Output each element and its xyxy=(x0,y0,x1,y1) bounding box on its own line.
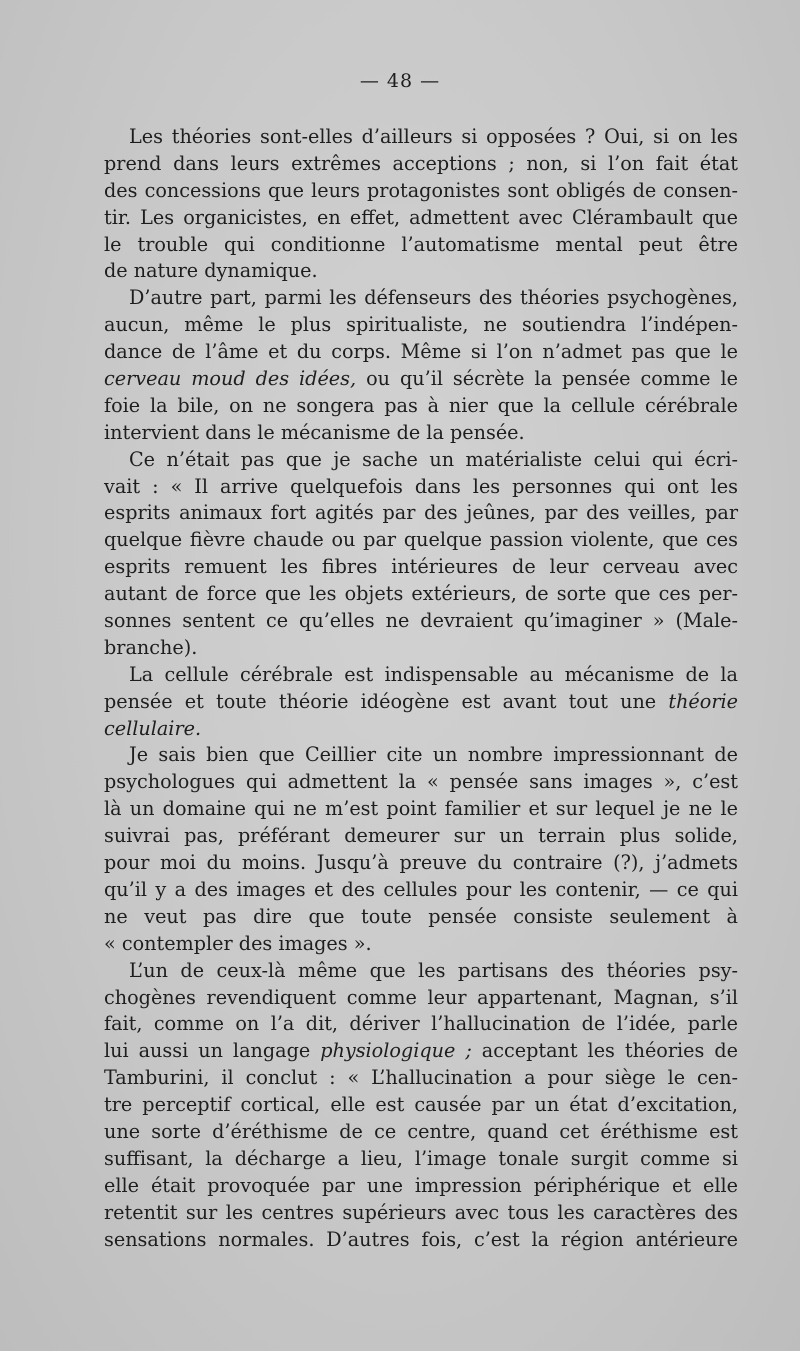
text-line xyxy=(104,1173,738,1200)
italic-text: physiologique ; xyxy=(320,1039,472,1063)
page-number: — 48 — xyxy=(359,70,441,92)
text-segment: prend dans leurs extrêmes acceptions ; non, si l’on fait état xyxy=(104,151,738,175)
text-segment: qu’il y a des images et des cellules pour les contenir, — ce qui xyxy=(104,877,738,901)
text-segment: là un domaine qui ne m’est point familier et sur lequel je ne le xyxy=(104,797,738,821)
text-line xyxy=(104,554,738,581)
italic-text: cellulaire. xyxy=(104,716,202,740)
text-line xyxy=(104,1119,738,1146)
text-segment: psychologues qui admettent la « pensée sans images », c’est xyxy=(104,770,738,794)
text-line xyxy=(104,420,738,447)
text-line xyxy=(104,850,738,877)
text-segment: dance de l’âme et du corps. Même si l’on n’admet pas que le xyxy=(104,340,738,364)
text-segment: intervient dans le mécanisme de la pensée. xyxy=(104,420,525,444)
text-line xyxy=(104,500,738,527)
text-segment: La cellule cérébrale est indispensable au mécanisme de la xyxy=(129,662,738,686)
text-line xyxy=(104,1065,738,1092)
paragraph xyxy=(104,447,738,662)
text-line xyxy=(104,258,738,285)
text-line xyxy=(104,178,738,205)
text-segment: tre perceptif cortical, elle est causée par un état d’excitation, xyxy=(104,1093,738,1117)
text-line xyxy=(104,742,738,769)
text-line xyxy=(104,312,738,339)
text-segment: vait : « Il arrive quelquefois dans les personnes qui ont les xyxy=(104,474,738,498)
text-line xyxy=(104,608,738,635)
text-line xyxy=(104,527,738,554)
text-segment: quelque fièvre chaude ou par quelque passion violente, que ces xyxy=(104,528,738,552)
text-line xyxy=(104,1038,738,1065)
text-line xyxy=(104,581,738,608)
text-line xyxy=(104,1146,738,1173)
text-line xyxy=(104,366,738,393)
text-segment: chogènes revendiquent comme leur appartenant, Magnan, s’il xyxy=(104,985,738,1009)
text-segment: lui aussi un langage xyxy=(104,1039,321,1063)
text-segment: « contempler des images ». xyxy=(104,931,372,955)
text-line xyxy=(104,474,738,501)
text-segment: acceptant les théories de xyxy=(471,1039,738,1063)
text-line xyxy=(104,285,738,312)
text-line xyxy=(104,1200,738,1227)
text-segment: esprits animaux fort agités par des jeûnes, par des veilles, par xyxy=(104,501,738,525)
text-line xyxy=(104,339,738,366)
text-line xyxy=(104,689,738,716)
text-line xyxy=(104,151,738,178)
text-segment: autant de force que les objets extérieurs, de sorte que ces per- xyxy=(104,582,738,606)
text-segment: ne veut pas dire que toute pensée consiste seulement à xyxy=(104,904,738,928)
text-segment: une sorte d’éréthisme de ce centre, quand cet éréthisme est xyxy=(104,1119,738,1143)
text-line xyxy=(104,716,738,743)
italic-text: théorie xyxy=(668,689,738,713)
text-line xyxy=(104,1011,738,1038)
text-line xyxy=(104,958,738,985)
text-segment: ou qu’il sécrète la pensée comme le xyxy=(356,367,738,391)
paragraph xyxy=(104,958,738,1254)
italic-text: cerveau moud des idées, xyxy=(104,367,357,391)
text-line xyxy=(104,393,738,420)
text-line xyxy=(104,877,738,904)
text-line xyxy=(104,447,738,474)
text-line xyxy=(104,124,738,151)
text-segment: de nature dynamique. xyxy=(104,259,318,283)
text-line xyxy=(104,662,738,689)
text-segment: pour moi du moins. Jusqu’à preuve du contraire (?), j’admets xyxy=(104,851,738,875)
text-segment: sensations normales. D’autres fois, c’est la région antérieure xyxy=(104,1227,738,1251)
text-segment: suffisant, la décharge a lieu, l’image tonale surgit comme si xyxy=(104,1146,738,1170)
text-segment: branche). xyxy=(104,635,198,659)
paragraph xyxy=(104,662,738,743)
text-line xyxy=(104,1092,738,1119)
text-segment: aucun, même le plus spiritualiste, ne soutiendra l’indépen- xyxy=(104,313,738,337)
text-line xyxy=(104,769,738,796)
paragraph xyxy=(104,124,738,285)
text-line xyxy=(104,931,738,958)
text-segment: Je sais bien que Ceillier cite un nombre impressionnant de xyxy=(129,743,738,767)
text-segment: foie la bile, on ne songera pas à nier que la cellule cérébrale xyxy=(104,393,738,417)
text-segment: D’autre part, parmi les défenseurs des théories psychogènes, xyxy=(129,286,738,310)
text-segment: Les théories sont-elles d’ailleurs si opposées ? Oui, si on les xyxy=(129,125,738,148)
text-segment: esprits remuent les fibres intérieures de leur cerveau avec xyxy=(104,555,738,579)
text-segment: le trouble qui conditionne l’automatisme mental peut être xyxy=(104,232,738,256)
text-segment: suivrai pas, préférant demeurer sur un terrain plus solide, xyxy=(104,824,738,848)
body-text xyxy=(104,124,738,1253)
text-segment: retentit sur les centres supérieurs avec tous les caractères des xyxy=(104,1200,738,1224)
text-segment: fait, comme on l’a dit, dériver l’hallucination de l’idée, parle xyxy=(104,1012,738,1036)
paragraph xyxy=(104,742,738,957)
text-line xyxy=(104,823,738,850)
text-line xyxy=(104,205,738,232)
text-segment: L’un de ceux-là même que les partisans des théories psy- xyxy=(129,958,738,982)
text-segment: elle était provoquée par une impression périphérique et elle xyxy=(104,1173,738,1197)
text-line xyxy=(104,904,738,931)
text-segment: sonnes sentent ce qu’elles ne devraient qu’imaginer » (Male- xyxy=(104,609,738,633)
text-segment: des concessions que leurs protagonistes sont obligés de consen- xyxy=(104,178,738,202)
text-segment: Ce n’était pas que je sache un matérialiste celui qui écri- xyxy=(129,447,738,471)
text-segment: pensée et toute théorie idéogène est avant tout une xyxy=(104,689,669,713)
text-segment: Tamburini, il conclut : « L’hallucination a pour siège le cen- xyxy=(104,1066,738,1090)
text-line xyxy=(104,796,738,823)
text-line xyxy=(104,1227,738,1254)
text-segment: tir. Les organicistes, en effet, admettent avec Clérambault que xyxy=(104,205,738,229)
text-line xyxy=(104,232,738,259)
text-line xyxy=(104,985,738,1012)
text-line xyxy=(104,635,738,662)
paragraph xyxy=(104,285,738,446)
